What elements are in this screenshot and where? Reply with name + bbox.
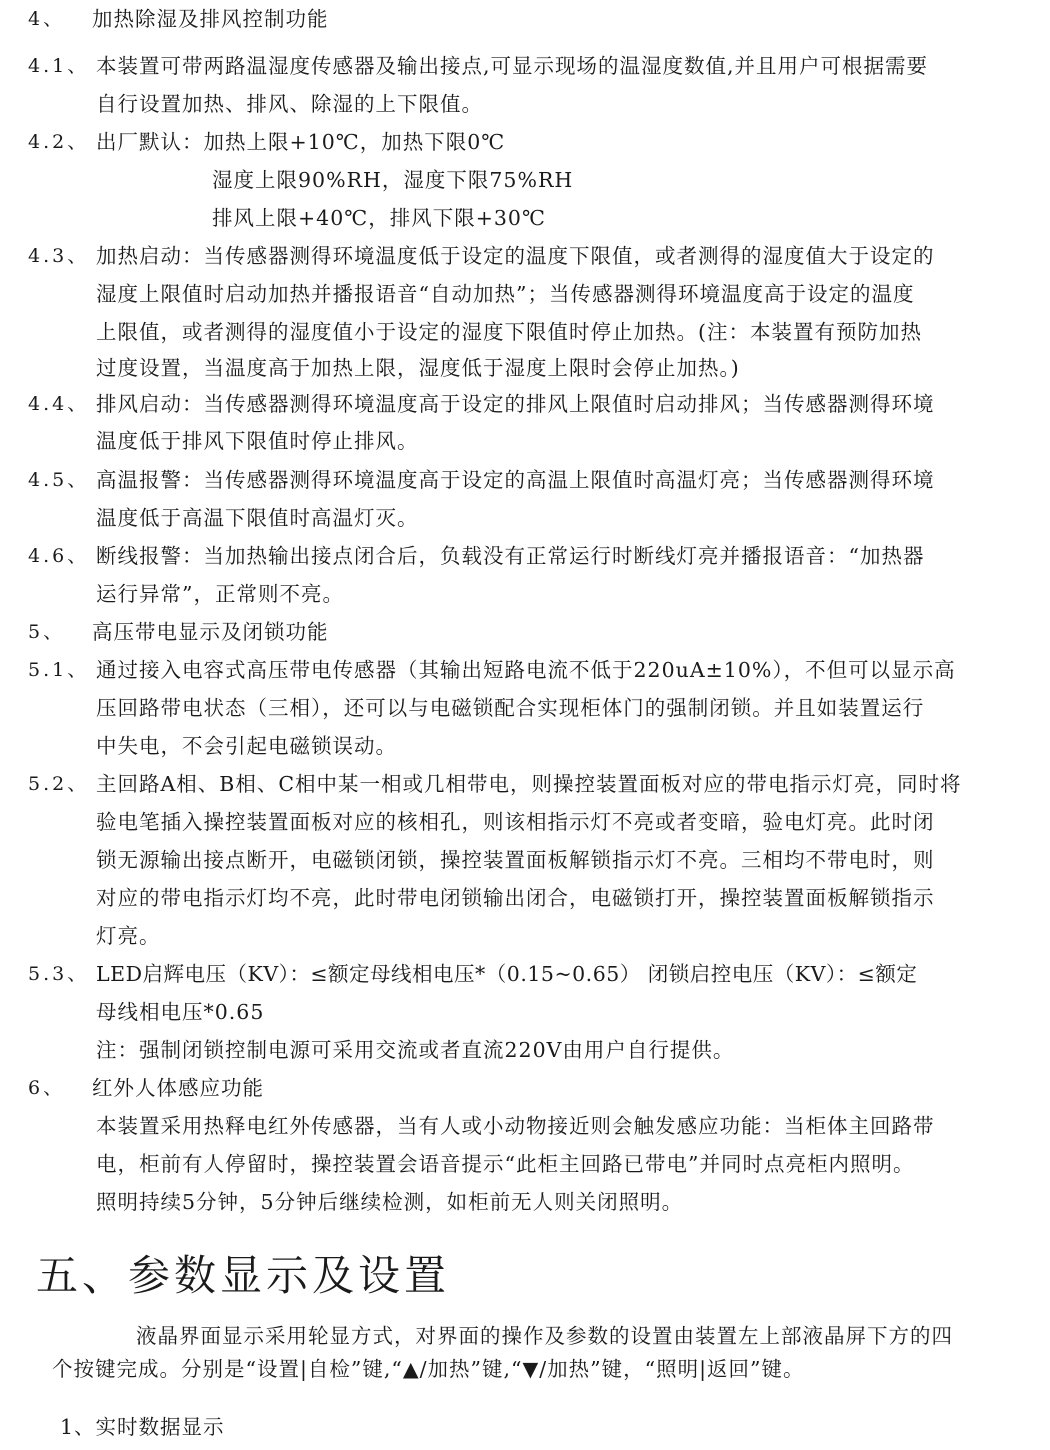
item-4-4-line-1: 排风启动：当传感器测得环境温度高于设定的排风上限值时启动排风；当传感器测得环境 (96, 392, 935, 416)
section-6-line-1: 本装置采用热释电红外传感器，当有人或小动物接近则会触发感应功能：当柜体主回路带 (96, 1114, 935, 1138)
section-4-number: 4、 (28, 8, 66, 30)
item-4-6-line-1: 断线报警：当加热输出接点闭合后，负载没有正常运行时断线灯亮并播报语音：“加热器 (96, 544, 925, 568)
item-4-2-line-3: 排风上限+40℃，排风下限+30℃ (212, 206, 546, 230)
section-6-number: 6、 (28, 1077, 66, 1099)
item-5-3-line-1: LED启辉电压（KV）：≤额定母线相电压*（0.15~0.65） 闭锁启控电压（KV）：≤额定 (96, 962, 918, 986)
subsection-heading: 1、实时数据显示 (60, 1415, 225, 1439)
item-5-2-line-4: 对应的带电指示灯均不亮，此时带电闭锁输出闭合，电磁锁打开，操控装置面板解锁指示 (96, 886, 935, 910)
item-5-2-line-1: 主回路A相、B相、C相中某一相或几相带电，则操控装置面板对应的带电指示灯亮，同时将 (96, 772, 962, 796)
item-5-2-number: 5.2、 (28, 773, 90, 795)
item-4-2-line-2: 湿度上限90%RH，湿度下限75%RH (212, 168, 574, 192)
item-4-6-line-2: 运行异常”，正常则不亮。 (96, 582, 344, 606)
item-4-3-number: 4.3、 (28, 245, 90, 267)
section-6-line-3: 照明持续5分钟，5分钟后继续检测，如柜前无人则关闭照明。 (96, 1190, 684, 1214)
item-4-5-line-1: 高温报警：当传感器测得环境温度高于设定的高温上限值时高温灯亮；当传感器测得环境 (96, 468, 935, 492)
chapter-paragraph-line-2: 个按键完成。分别是“设置|自检”键,“▲/加热”键,“▼/加热”键，“照明|返回”键。 (52, 1357, 805, 1381)
section-5-title: 高压带电显示及闭锁功能 (92, 620, 329, 644)
item-4-2-line-1: 出厂默认：加热上限+10℃，加热下限0℃ (96, 130, 506, 154)
item-4-1-line-2: 自行设置加热、排风、除湿的上下限值。 (96, 92, 483, 116)
item-4-4-line-2: 温度低于排风下限值时停止排风。 (96, 429, 419, 453)
item-5-2-line-3: 锁无源输出接点断开，电磁锁闭锁，操控装置面板解锁指示灯不亮。三相均不带电时，则 (96, 848, 935, 872)
item-5-1-line-2: 压回路带电状态（三相），还可以与电磁锁配合实现柜体门的强制闭锁。并且如装置运行 (96, 696, 925, 720)
item-4-6-number: 4.6、 (28, 545, 90, 567)
item-4-1-number: 4.1、 (28, 55, 90, 77)
section-6-line-2: 电，柜前有人停留时，操控装置会语音提示“此柜主回路已带电”并同时点亮柜内照明。 (96, 1152, 915, 1176)
item-5-1-line-3: 中失电，不会引起电磁锁误动。 (96, 734, 397, 758)
chapter-heading: 五、参数显示及设置 (36, 1251, 451, 1300)
item-4-5-line-2: 温度低于高温下限值时高温灯灭。 (96, 506, 419, 530)
item-5-3-number: 5.3、 (28, 963, 90, 985)
item-4-3-line-4: 过度设置，当温度高于加热上限，湿度低于湿度上限时会停止加热。) (96, 356, 740, 380)
chapter-paragraph-line-1: 液晶界面显示采用轮显方式，对界面的操作及参数的设置由装置左上部液晶屏下方的四 (136, 1324, 953, 1348)
item-4-3-line-3: 上限值，或者测得的湿度值小于设定的湿度下限值时停止加热。(注：本装置有预防加热 (96, 320, 922, 344)
item-4-5-number: 4.5、 (28, 469, 90, 491)
item-5-3-note: 注：强制闭锁控制电源可采用交流或者直流220V由用户自行提供。 (96, 1038, 735, 1062)
section-4-title: 加热除湿及排风控制功能 (92, 7, 329, 31)
item-4-2-number: 4.2、 (28, 131, 90, 153)
item-5-2-line-5: 灯亮。 (96, 924, 161, 948)
item-5-3-line-2: 母线相电压*0.65 (96, 1000, 265, 1024)
section-5-number: 5、 (28, 621, 66, 643)
item-5-2-line-2: 验电笔插入操控装置面板对应的核相孔，则该相指示灯不亮或者变暗，验电灯亮。此时闭 (96, 810, 935, 834)
section-6-title: 红外人体感应功能 (92, 1076, 264, 1100)
item-4-3-line-2: 湿度上限值时启动加热并播报语音“自动加热”；当传感器测得环境温度高于设定的温度 (96, 282, 915, 306)
item-4-1-line-1: 本装置可带两路温湿度传感器及输出接点,可显示现场的温湿度数值,并且用户可根据需要 (96, 54, 929, 78)
item-4-4-number: 4.4、 (28, 393, 90, 415)
item-4-3-line-1: 加热启动：当传感器测得环境温度低于设定的温度下限值，或者测得的湿度值大于设定的 (96, 244, 935, 268)
item-5-1-number: 5.1、 (28, 659, 90, 681)
item-5-1-line-1: 通过接入电容式高压带电传感器（其输出短路电流不低于220uA±10%），不但可以显示高 (96, 658, 956, 682)
